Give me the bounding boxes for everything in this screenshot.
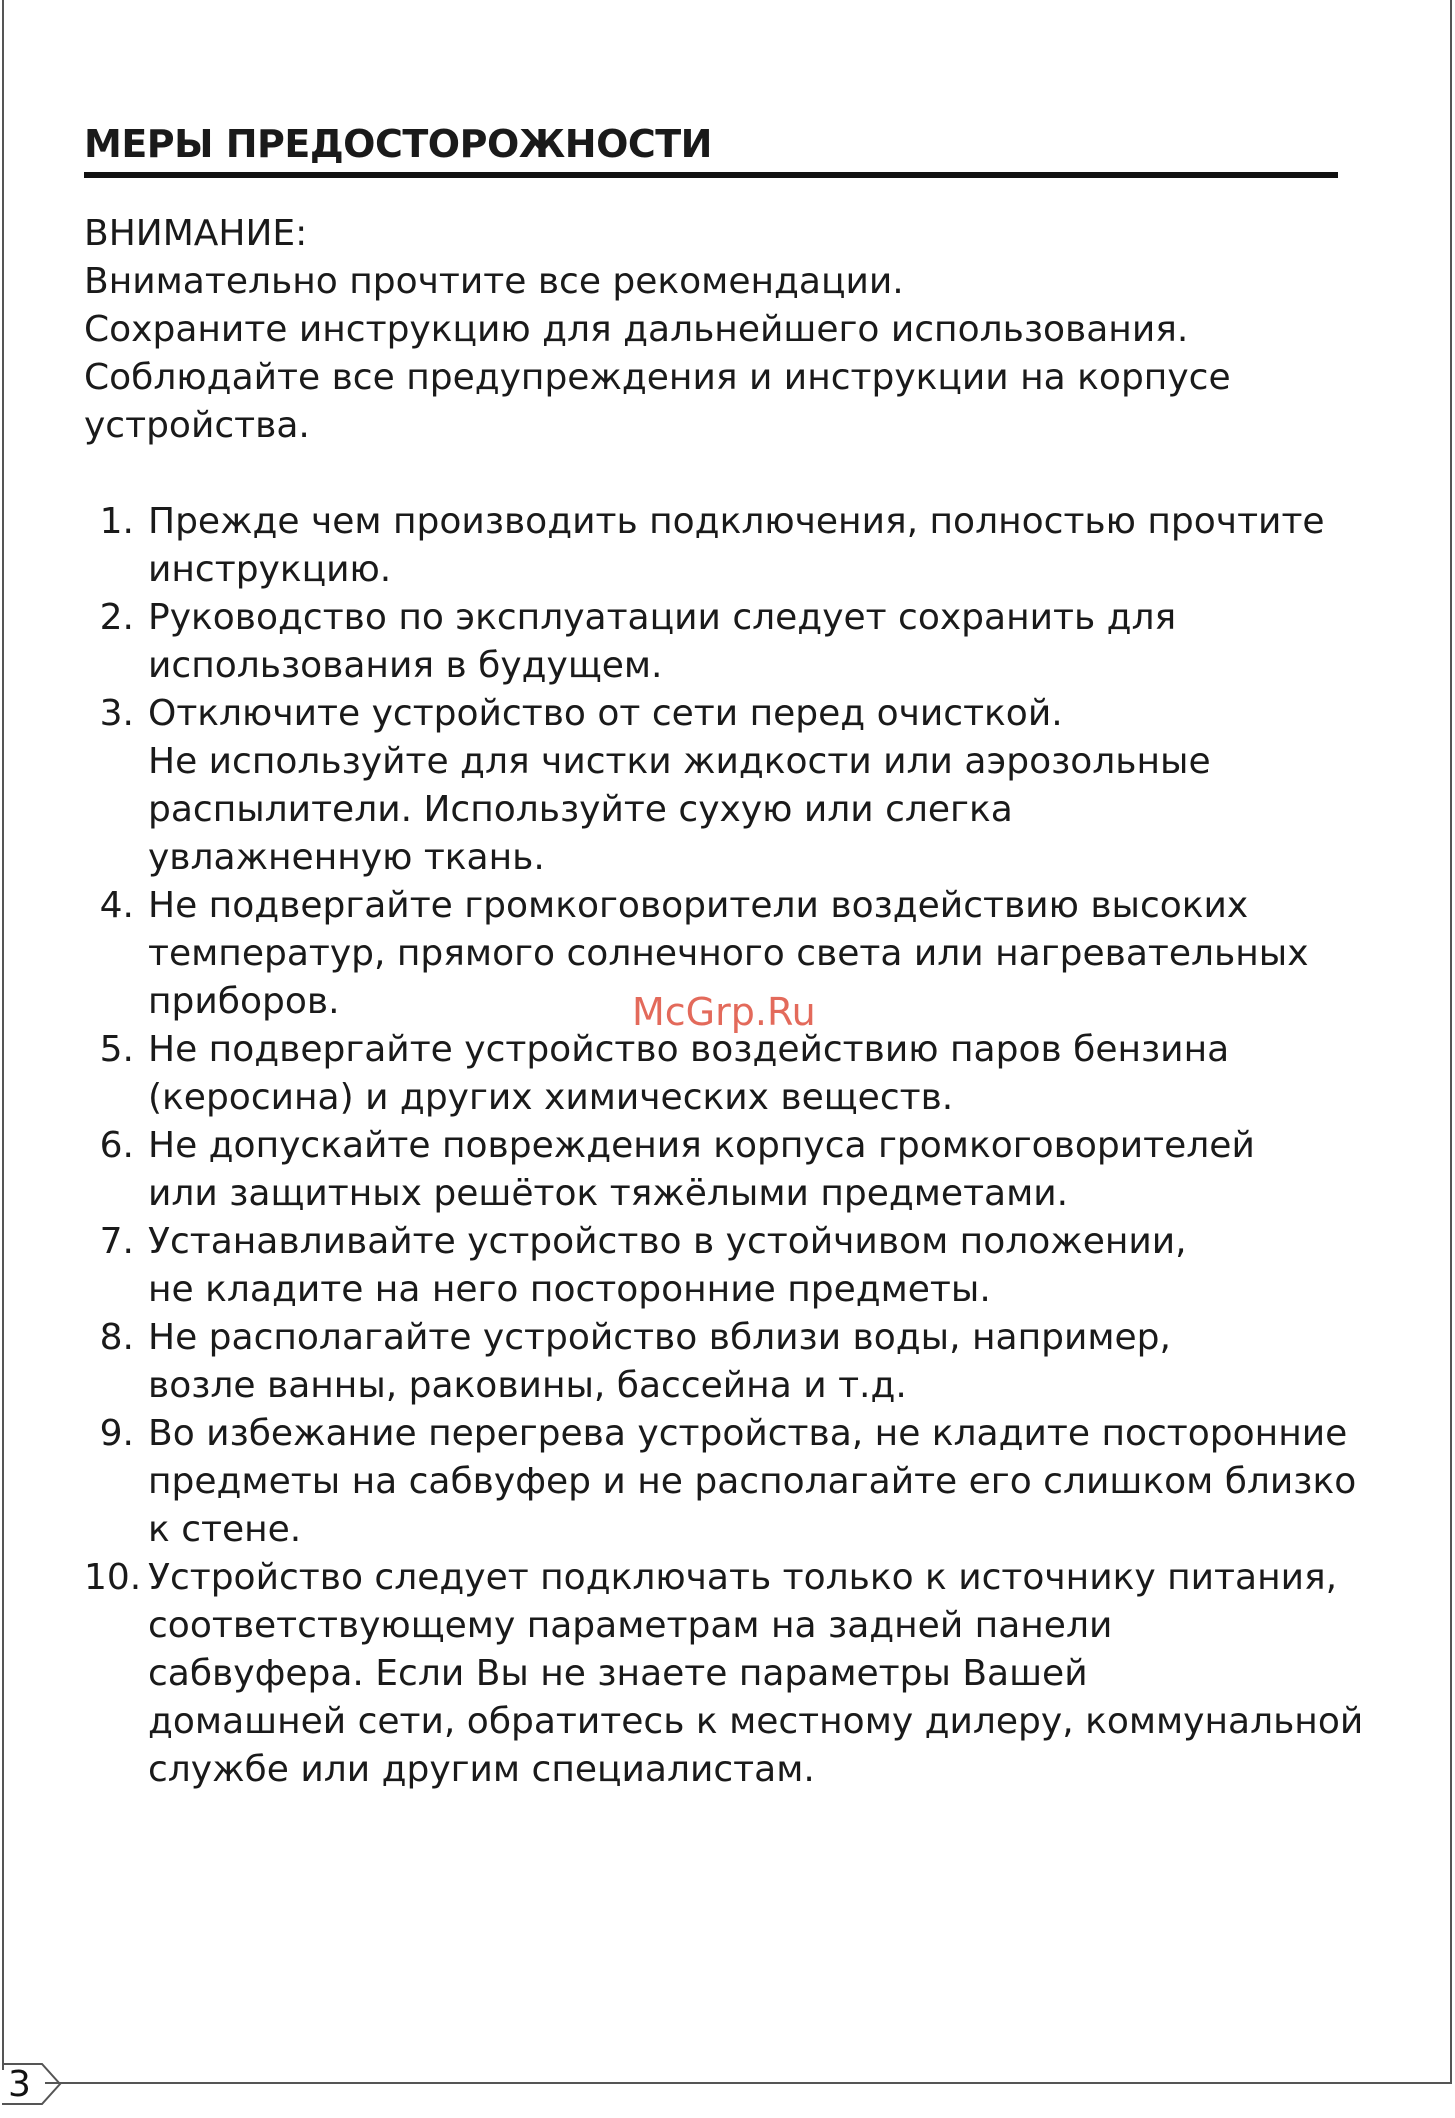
list-item-number: 5.: [99, 1029, 134, 1070]
list-item-number: 1.: [99, 501, 134, 542]
list-item-line: Не подвергайте устройство воздействию паров бензина: [148, 1029, 1230, 1070]
list-item-line: (керосина) и других химических веществ.: [148, 1077, 954, 1118]
list-item: [84, 1122, 1384, 1218]
list-item-line: Не подвергайте громкоговорители воздействию высоких: [148, 885, 1249, 926]
list-item-line: предметы на сабвуфер и не располагайте его слишком близко: [148, 1461, 1357, 1502]
list-item: [84, 594, 1384, 690]
precautions-list: [84, 498, 1384, 1794]
list-item-line: Не допускайте повреждения корпуса громкоговорителей: [148, 1125, 1255, 1166]
intro-line: устройства.: [84, 405, 310, 446]
list-item-line: Устройство следует подключать только к источнику питания,: [148, 1557, 1338, 1598]
list-item-number: 8.: [99, 1317, 134, 1358]
list-item-line: Отключите устройство от сети перед очисткой.: [148, 693, 1063, 734]
list-item: [84, 1026, 1384, 1122]
list-item: [84, 498, 1384, 594]
list-item-line: к стене.: [148, 1509, 302, 1550]
list-item-line: или защитных решёток тяжёлыми предметами.: [148, 1173, 1069, 1214]
list-item-line: увлажненную ткань.: [148, 837, 545, 878]
list-item-line: соответствующему параметрам на задней панели: [148, 1605, 1113, 1646]
list-item-line: возле ванны, раковины, бассейна и т.д.: [148, 1365, 907, 1406]
page-number: 3: [8, 2064, 31, 2105]
list-item-number: 4.: [99, 885, 134, 926]
intro-line: Внимательно прочтите все рекомендации.: [84, 261, 904, 302]
list-item-line: использования в будущем.: [148, 645, 663, 686]
list-item-number: 2.: [99, 597, 134, 638]
list-item-number: 10.: [84, 1557, 142, 1598]
list-item-line: Не используйте для чистки жидкости или аэрозольные: [148, 741, 1211, 782]
list-item-line: распылители. Используйте сухую или слегка: [148, 789, 1013, 830]
page-frame-right: [1450, 0, 1452, 2084]
list-item-number: 7.: [99, 1221, 134, 1262]
list-item-line: домашней сети, обратитесь к местному дилеру, коммунальной: [148, 1701, 1364, 1742]
list-item: [84, 1314, 1384, 1410]
list-item-line: сабвуфера. Если Вы не знаете параметры Вашей: [148, 1653, 1088, 1694]
list-item-line: температур, прямого солнечного света или нагревательных: [148, 933, 1309, 974]
list-item-number: 6.: [99, 1125, 134, 1166]
list-item-number: 9.: [99, 1413, 134, 1454]
page-frame-bottom: [45, 2082, 1452, 2084]
list-item: [84, 1218, 1384, 1314]
page-frame-left: [2, 0, 4, 2070]
list-item-line: Не располагайте устройство вблизи воды, например,: [148, 1317, 1171, 1358]
intro-line: Соблюдайте все предупреждения и инструкции на корпусе: [84, 357, 1231, 398]
title-underline: [84, 172, 1338, 178]
list-item-line: Во избежание перегрева устройства, не кладите посторонние: [148, 1413, 1348, 1454]
list-item: [84, 690, 1384, 882]
list-item-line: инструкцию.: [148, 549, 392, 590]
list-item-line: приборов.: [148, 981, 340, 1022]
list-item: [84, 1410, 1384, 1554]
list-item-line: не кладите на него посторонние предметы.: [148, 1269, 991, 1310]
intro-line: Сохраните инструкцию для дальнейшего использования.: [84, 309, 1189, 350]
list-item-line: службе или другим специалистам.: [148, 1749, 815, 1790]
list-item: [84, 1554, 1384, 1794]
intro-line: ВНИМАНИЕ:: [84, 213, 308, 254]
list-item-line: Руководство по эксплуатации следует сохранить для: [148, 597, 1177, 638]
intro-block: [84, 210, 1384, 450]
list-item-number: 3.: [99, 693, 134, 734]
list-item-line: Устанавливайте устройство в устойчивом положении,: [148, 1221, 1187, 1262]
list-item-line: Прежде чем производить подключения, полностью прочтите: [148, 501, 1325, 542]
watermark: McGrp.Ru: [632, 990, 816, 1034]
page-title: МЕРЫ ПРЕДОСТОРОЖНОСТИ: [84, 122, 712, 166]
